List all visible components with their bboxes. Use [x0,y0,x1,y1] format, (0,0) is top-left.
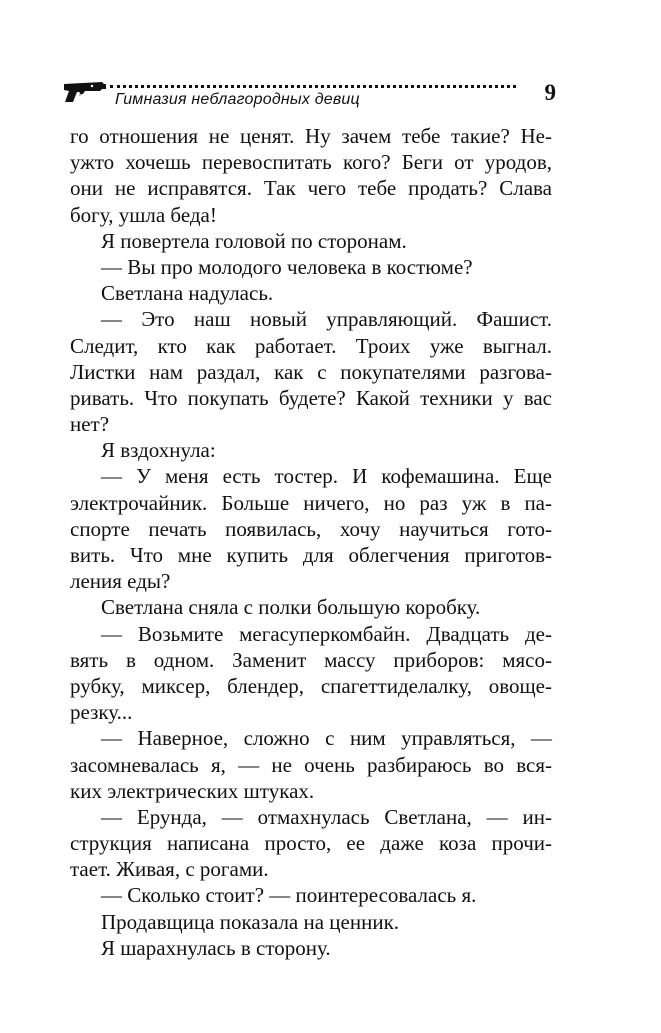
page-number: 9 [544,80,556,105]
text-line: резку... [70,700,133,725]
text-line: го отношения не ценят. Ну зачем тебе такие? Не- [70,124,552,148]
text-line: — Возьмите мегасуперкомбайн. Двадцать де- [101,621,552,646]
text-line: спорте печать появилась, хочу научиться гото- [70,516,552,541]
text-line: Я вздохнула: [101,438,216,463]
text-line: ривать. Что покупать будете? Какой техники у вас [70,385,552,410]
text-line: засомневалась я, — не очень разбираюсь во вся- [70,752,552,777]
running-header [62,76,562,112]
text-line: струкция написана просто, ее даже коза прочи- [70,831,552,856]
text-line: ления еды? [70,569,171,594]
text-line: — Вы про молодого человека в костюме? [101,254,473,279]
text-line: Светлана сняла с полки большую коробку. [101,595,481,620]
text-line: Я шарахнулась в сторону. [101,935,331,960]
header-dotted-rule [110,85,516,88]
text-line: — Сколько стоит? — поинтересовалась я. [101,883,477,908]
text-line: Продавщица показала на ценник. [101,909,400,934]
text-line: Светлана надулась. [101,281,274,306]
text-line: тает. Живая, с рогами. [70,857,269,882]
text-line: электрочайник. Больше ничего, но раз уж в па- [70,490,552,515]
text-line: нет? [70,412,110,437]
book-title: Гимназия неблагородных девиц [115,91,360,108]
text-line: вить. Что мне купить для облегчения приготов- [70,543,552,567]
text-line: — Ерунда, — отмахнулась Светлана, — ин- [101,804,552,829]
text-line: ужто хочешь перевоспитать кого? Беги от уродов, [70,150,552,175]
body-text [70,123,552,961]
text-line: вять в одном. Заменит массу приборов: мясо- [70,647,552,672]
text-line: Листки нам раздал, как с покупателями разгова- [70,359,552,384]
pistol-icon [62,78,108,104]
text-line: — У меня есть тостер. И кофемашина. Еще [101,464,552,489]
text-line: рубку, миксер, блендер, спагеттиделалку, овоще- [70,673,552,698]
text-line: Я повертела головой по сторонам. [101,228,407,253]
text-line: Следит, кто как работает. Троих уже выгнал. [70,333,552,358]
text-line: — Наверное, сложно с ним управляться, — [101,726,552,751]
text-line: ких электрических штуках. [70,778,315,803]
text-line: — Это наш новый управляющий. Фашист. [101,307,552,332]
text-line: они не исправятся. Так чего тебе продать? Слава [70,176,552,201]
text-line: богу, ушла беда! [70,202,217,227]
